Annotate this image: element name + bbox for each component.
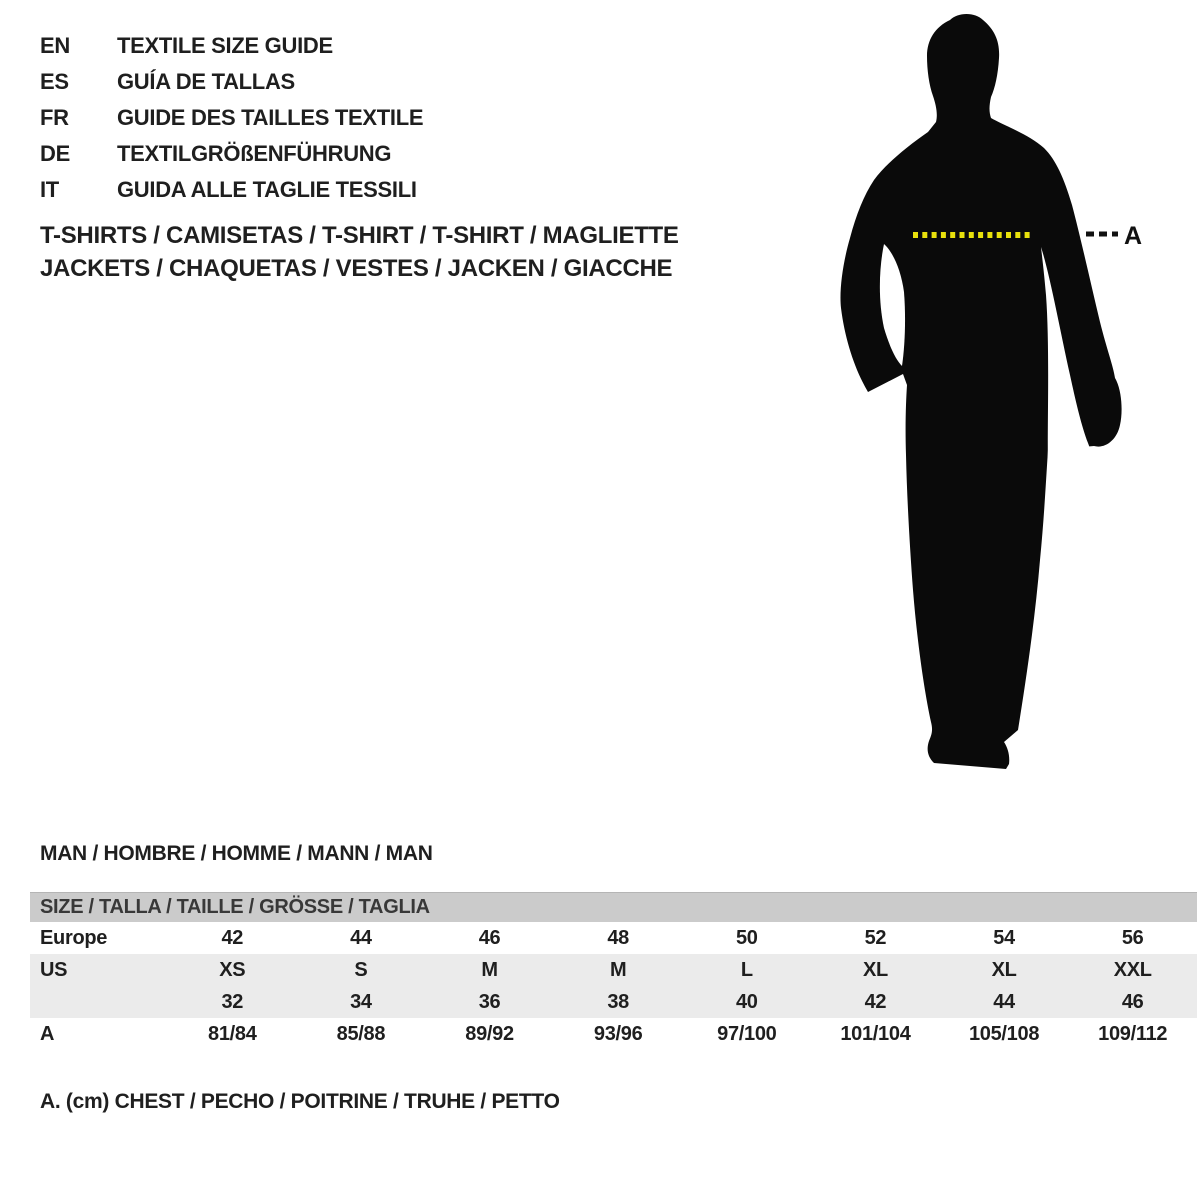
row-label: A [40,1022,55,1045]
size-cell: L [740,958,753,981]
measure-label-a: A [1124,222,1143,250]
product-line-jackets: JACKETS / CHAQUETAS / VESTES / JACKEN / GIACCHE [40,255,673,282]
size-cell: 97/100 [717,1022,777,1045]
language-code: DE [40,141,70,166]
language-code: ES [40,69,69,94]
product-line-tshirts: T-SHIRTS / CAMISETAS / T-SHIRT / T-SHIRT / MAGLIETTE [40,222,679,249]
size-cell: 48 [607,926,630,949]
size-cell: 42 [864,990,887,1013]
size-table [30,892,1197,1050]
language-code: FR [40,105,69,130]
size-cell: 56 [1121,926,1144,949]
size-cell: 54 [993,926,1015,949]
language-title: GUIDA ALLE TAGLIE TESSILI [117,177,417,202]
size-cell: 44 [993,990,1015,1013]
size-cell: XL [991,958,1017,981]
row-label: Europe [40,926,108,949]
size-cell: 42 [221,926,244,949]
size-cell: 46 [1121,990,1144,1013]
size-cell: 93/96 [593,1022,643,1045]
language-code: EN [40,33,70,58]
language-row [40,100,423,136]
size-cell: S [354,958,368,981]
size-cell: 34 [350,990,372,1013]
size-cell: 85/88 [336,1022,386,1045]
size-cell: 40 [735,990,758,1013]
size-cell: 50 [735,926,758,949]
language-title: TEXTILE SIZE GUIDE [117,33,333,58]
size-cell: 105/108 [968,1022,1040,1045]
language-row [40,136,423,172]
size-cell: 101/104 [840,1022,911,1045]
man-silhouette [800,0,1200,800]
language-row [40,28,423,64]
language-title: GUÍA DE TALLAS [117,69,295,94]
table-row-us-numeric [30,986,1197,1018]
size-cell: XXL [1113,958,1152,981]
table-row-us [30,954,1197,986]
table-row-europe [30,922,1197,954]
language-row [40,172,423,208]
size-cell: 109/112 [1098,1022,1168,1045]
size-cell: 89/92 [465,1022,514,1045]
language-list [40,28,423,208]
size-cell: 44 [350,926,372,949]
size-cell: 38 [607,990,630,1013]
language-row [40,64,423,100]
size-table-header: SIZE / TALLA / TAILLE / GRÖSSE / TAGLIA [30,892,1197,922]
man-body-shape [840,14,1121,769]
size-cell: XL [862,958,888,981]
size-cell: 81/84 [208,1022,257,1045]
row-label: US [40,958,68,981]
language-title: TEXTILGRÖßENFÜHRUNG [117,141,392,166]
language-code: IT [40,177,59,202]
size-cell: 32 [221,990,244,1013]
size-cell: M [481,958,498,981]
product-categories [40,219,679,285]
size-cell: M [610,958,627,981]
table-row-chest [30,1018,1197,1050]
measure-footnote: A. (cm) CHEST / PECHO / POITRINE / TRUHE / PETTO [40,1090,560,1113]
size-cell: 52 [864,926,887,949]
size-cell: XS [219,958,246,981]
language-title: GUIDE DES TAILLES TEXTILE [117,105,424,130]
section-title-man: MAN / HOMBRE / HOMME / MANN / MAN [40,842,433,865]
size-cell: 46 [478,926,501,949]
size-cell: 36 [478,990,501,1013]
